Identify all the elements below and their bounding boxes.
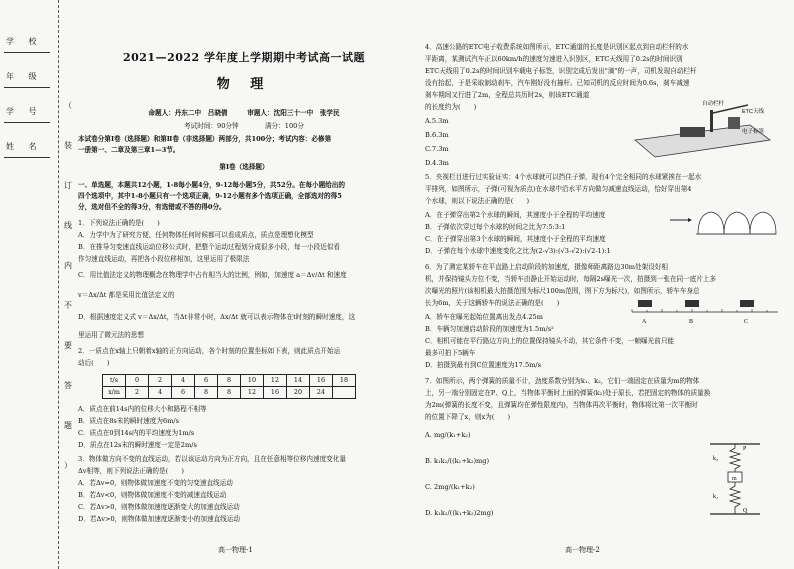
- water-balls-figure: [668, 208, 778, 238]
- table-cell: 16: [264, 387, 287, 399]
- tag-label: 电子标签: [742, 129, 765, 135]
- question-3: 3．物体做方向不变的直线运动，若以该运动方向为正方向，且在任意相等位移内速度变化量: [78, 455, 346, 463]
- seal-line-text: [62, 100, 74, 500]
- seal-char: 内: [64, 261, 72, 270]
- seal-char: 题: [64, 421, 72, 430]
- q4-option-a: A.5.3m: [425, 117, 449, 125]
- seal-char: （: [64, 101, 72, 110]
- q4-option-c: C.7.3m: [425, 145, 449, 153]
- question-4-cont: 没有抬起，于是采取制动刹车，汽车刚好没有撞杆。已知司机的反应时间为0.6s，刹车减速: [425, 79, 690, 87]
- exam-title: 2021—2022 学年度上学期期中考试高一试题: [122, 51, 366, 64]
- id-field: [4, 100, 50, 123]
- table-cell: 24: [310, 387, 333, 399]
- table-cell: 8: [218, 387, 241, 399]
- m-label: m: [732, 476, 737, 482]
- table-cell: 8: [195, 387, 218, 399]
- table-cell: 14: [287, 375, 310, 387]
- question-7-cont: 为2m(弹簧的长度不变，且弹簧均在弹性限度内)，当物体再次平衡时，物体将比第一次平衡时: [425, 401, 698, 409]
- question-5-cont: 个水球，则以下说法正确的是( ): [425, 197, 530, 205]
- intro-line: 本试卷分第Ⅰ卷（选择题）和第Ⅱ卷（非选择题）两部分，共100分；考试内容：必修第: [78, 135, 332, 143]
- id-label: 学 号: [6, 107, 43, 116]
- q3-option-b: B．若Δv<0，则物体做加速度不变的减速直线运动: [78, 491, 227, 499]
- table-cell: 6: [195, 375, 218, 387]
- right-column: [425, 0, 781, 569]
- antenna-label: ETC天线: [742, 109, 765, 115]
- q6-option-d: D．拍摄到最有到C位置速度为17.5m/s: [425, 361, 541, 369]
- question-5: 5．央视栏目进行过实验证实：4个水球就可以挡住子弹，现有4个完全相同的水球紧挨在一起水: [425, 173, 702, 181]
- label-b: B: [689, 319, 694, 325]
- table-cell: 0: [126, 375, 149, 387]
- seal-char: ）: [64, 461, 72, 470]
- etc-figure: [630, 95, 775, 160]
- table-cell: [333, 387, 356, 399]
- position-table: [102, 374, 356, 399]
- seal-char: 装: [64, 141, 72, 150]
- seal-char: 不: [64, 301, 72, 310]
- school-field: [4, 30, 50, 53]
- table-cell: 4: [172, 375, 195, 387]
- table-cell: 12: [241, 387, 264, 399]
- table-row: [103, 387, 356, 399]
- question-2-cont: 动后( ): [78, 359, 110, 367]
- rule-line: 一、单选题，本题共12小题，1-8每小题4分，9-12每小题5分，共52分。在每小题给出的: [78, 181, 345, 189]
- table-row: [103, 375, 356, 387]
- table-cell: 16: [310, 375, 333, 387]
- question-4-cont: 平距离，某测试汽车正以60km/h的速度匀速进入识别区，ETC天线用了0.2s的时间识别: [425, 55, 683, 63]
- intro-line: 一册第一、二章及第三章1—3节。: [78, 146, 180, 154]
- seal-char: 线: [64, 221, 72, 230]
- q1-option-d: D．根据速度定义式 v＝Δx/Δt，当Δt非常小时，Δx/Δt 就可以表示物体在t时刻的瞬时速度，这: [78, 313, 356, 321]
- q2-option-a: A．质点在前14s内的位移大小和路程不相等: [78, 405, 207, 413]
- rule-line: 分，选对但不全的得3分，有选错或不答的得0分。: [78, 203, 226, 211]
- section-title: 第Ⅰ卷（选择题）: [219, 163, 269, 171]
- table-cell: 6: [172, 387, 195, 399]
- question-1: 1．下列说法正确的是( ): [78, 219, 160, 227]
- table-cell: x/m: [103, 387, 126, 399]
- q4-option-b: B.6.3m: [425, 131, 449, 139]
- seal-char: 订: [64, 181, 72, 190]
- q5-option-c: C．在子弹穿出第3个水球的瞬间，其速度小于全程的平均速度: [425, 235, 606, 243]
- q3-option-a: A．若Δv=0，则物体做加速度不变的匀变速直线运动: [78, 479, 233, 487]
- question-6: 6．为了测定某轿车在平直路上启动阶段的加速度，摄像师距离路边30m处架设好相: [425, 263, 669, 271]
- seal-char: 答: [64, 381, 72, 390]
- question-4-cont: 刹车期间又行进了2m，全程总共历时2s，则该ETC通道: [425, 91, 590, 99]
- question-3-cont: Δv相等，则下列说法正确的是( ): [78, 467, 184, 475]
- question-6-cont: 长为6m，关于这辆轿车的说法正确的是( ): [425, 299, 560, 307]
- question-7-cont: 上，另一端分别固定在P、Q上，当物体平衡时上面的弹簧(k₂)处于原长，若把固定的物体的质量换: [425, 389, 711, 397]
- q6-option-a: A．轿车在曝光起始位置离出发点4.25m: [425, 313, 544, 321]
- q5-option-a: A．在子弹穿出第2个水球的瞬间，其速度小于全程的平均速度: [425, 211, 606, 219]
- q3-option-c: C．若Δv>0，则物体做加速度逐渐变大的加速直线运动: [78, 503, 240, 511]
- question-7: 7．如图所示，两个弹簧的质量不计，劲度系数分别为k₁、k₂，它们一端固定在质量为m的物体: [425, 377, 700, 385]
- question-4-cont: 的长度约为( ): [425, 103, 477, 111]
- q7-option-c: C. 2mg/(k₁+k₂): [425, 483, 475, 491]
- q6-option-b: B．车辆匀加速启动阶段的加速度为1.5m/s²: [425, 325, 554, 333]
- question-6-cont: 机，并保持镜头方位不变，当轿车由静止开始运动时，每隔2s曝光一次，拍摄到一张在同一底片上多: [425, 275, 717, 283]
- table-cell: t/s: [103, 375, 126, 387]
- page-footer: 高一物理-1: [218, 546, 253, 554]
- q4-option-d: D.4.3m: [425, 159, 449, 167]
- q1-option-a: A．力学中为了研究方便，任何物体任何时候都可以看成质点，质点是理想化模型: [78, 231, 314, 239]
- q3-option-d: D．若Δv>0，则物体做加速度逐渐变小的加速直线运动: [78, 515, 240, 523]
- label-c: C: [744, 319, 749, 325]
- q2-option-c: C．质点在0到14s内的平均速度为1m/s: [78, 429, 195, 437]
- table-cell: 18: [333, 375, 356, 387]
- question-4-cont: ETC天线用了0.2s的时间识别车载电子标签，识别完成后发出"滴"的一声，司机发现自动栏杆: [425, 67, 697, 75]
- q5-option-b: B．子弹依次穿过每个水球的时间之比为7:5:3:1: [425, 223, 566, 231]
- left-column: [78, 0, 410, 569]
- table-cell: 10: [241, 375, 264, 387]
- page-footer: 高一物理-2: [565, 546, 600, 554]
- q6-option-c-cont: 最多可拍下5辆车: [425, 349, 476, 357]
- table-cell: 2: [126, 387, 149, 399]
- subject-title: 物 理: [216, 77, 272, 92]
- seal-char: 要: [64, 341, 72, 350]
- label-a: A: [642, 319, 647, 325]
- rule-line: 四个选项中，其中1-8小题只有一个选项正确，9-12小题有多个选项正确，全部选对的得5: [78, 192, 342, 200]
- q7-option-a: A. mg/(k₁+k₂): [425, 431, 471, 439]
- q1-option-b-cont: 作匀速直线运动，再把各小段位移相加，这里运用了极限法: [78, 255, 250, 263]
- q1-option-c: C．用比值法定义的物理概念在物理学中占有相当大的比例，例如，加速度 a＝Δv/Δt 和速度: [78, 271, 347, 279]
- gate-label: 自动栏杆: [702, 101, 725, 107]
- question-5-cont: 平排列，如图所示，子弹(可视为质点)在水球中沿水平方向做匀减速直线运动，恰好穿出第4: [425, 185, 692, 193]
- question-7-cont: 的位置下降了x，则x为( ): [425, 413, 511, 421]
- q7-option-b: B. k₁k₂/((k₁+k₂)mg): [425, 457, 490, 465]
- table-cell: 12: [264, 375, 287, 387]
- q5-option-d: D．子弹在每个水球中速度变化之比为(2-√3):(√3-√2):(√2-1):1: [425, 247, 611, 255]
- p-label: P: [743, 446, 747, 452]
- name-label: 姓 名: [6, 142, 43, 151]
- question-4: 4．高速公路的ETC电子收费系统如图所示，ETC通道的长度是识别区起点到自动栏杆的水: [425, 43, 689, 51]
- spring-figure: [705, 440, 765, 520]
- question-2: 2．一质点在x轴上只朝着x轴的正方向运动，各个时刻的位置坐标如下表，则此质点开始运: [78, 347, 341, 355]
- class-field: [4, 65, 50, 88]
- table-cell: 4: [149, 387, 172, 399]
- name-field: [4, 135, 50, 158]
- q6-option-c: C．相机可能在平行路边方向上的位置保持镜头不动，其它条件不变，一帧曝光前只能: [425, 337, 675, 345]
- q1-option-d-cont: 里运用了微元法的思想: [78, 331, 144, 339]
- table-cell: 2: [149, 375, 172, 387]
- k1-label: k₁: [713, 494, 719, 500]
- car-photo-figure: [630, 298, 780, 328]
- q7-option-d: D. k₁k₂/((k₁+k₂)2mg): [425, 509, 494, 517]
- q2-option-d: D．质点在12s末的瞬时速度一定是2m/s: [78, 441, 197, 449]
- q1-option-c-cont: v＝Δx/Δt 都是采用比值法定义的: [78, 291, 175, 299]
- q2-option-b: B．质点在8s末的瞬时速度为6m/s: [78, 417, 180, 425]
- school-label: 学 校: [6, 37, 43, 46]
- authors-line: 命题人：丹东二中 吕晓倩 审题人：沈阳三十一中 张学民: [148, 109, 340, 117]
- class-label: 年 级: [6, 72, 43, 81]
- q1-option-b: B．在推导匀变速直线运动位移公式时，把整个运动过程划分成很多小段，每一小段近似看: [78, 243, 340, 251]
- table-cell: 20: [287, 387, 310, 399]
- table-cell: 8: [218, 375, 241, 387]
- question-6-cont: 次曝光的照片(该相机最大拍摄范围为标尺100m范围，图下方为标尺)，如图所示，轿车车身总: [425, 287, 700, 295]
- binding-margin: [0, 0, 59, 569]
- time-line: 考试时间：90分钟 满分：100分: [184, 122, 304, 130]
- q-label: Q: [743, 508, 748, 514]
- k2-label: k₂: [713, 456, 719, 462]
